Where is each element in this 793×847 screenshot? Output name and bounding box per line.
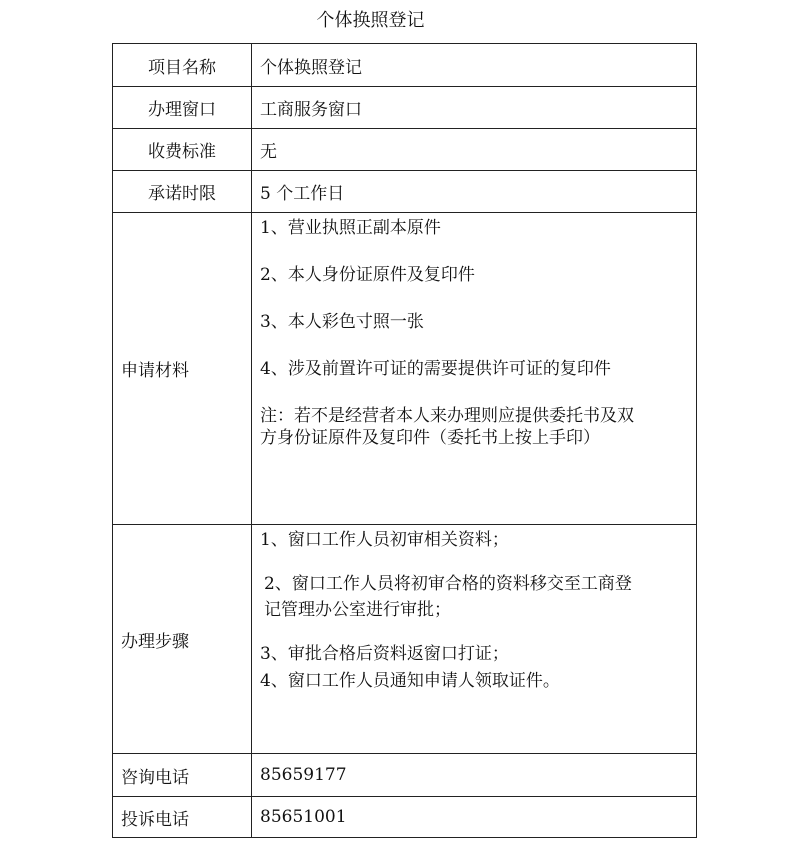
materials-note — [260, 405, 696, 449]
list-item: 2、窗口工作人员将初审合格的资料移交至工商登 — [264, 574, 632, 594]
table-row — [113, 87, 697, 129]
complaint-label: 投诉电话 — [113, 797, 252, 838]
materials-cell — [252, 213, 697, 525]
table-row — [113, 754, 697, 797]
table-row — [113, 44, 697, 87]
table-row — [113, 797, 697, 838]
note-line: 方身份证原件及复印件（委托书上按上手印） — [260, 428, 600, 448]
table-row — [113, 129, 697, 171]
time-limit-value: 5 个工作日 — [252, 171, 697, 213]
window-label: 办理窗口 — [113, 87, 252, 129]
table-row — [113, 213, 697, 525]
note-line: 注：若不是经营者本人来办理则应提供委托书及双 — [260, 406, 634, 426]
list-item: 3、审批合格后资料返窗口打证； — [260, 644, 509, 664]
steps-label: 办理步骤 — [113, 525, 252, 754]
consult-value: 85659177 — [252, 754, 697, 797]
list-item: 3、本人彩色寸照一张 — [260, 312, 424, 332]
list-item: 记管理办公室进行审批； — [264, 600, 451, 620]
fee-label: 收费标准 — [113, 129, 252, 171]
list-item: 1、营业执照正副本原件 — [260, 218, 441, 238]
list-item: 2、本人身份证原件及复印件 — [260, 265, 475, 285]
item-name-label: 项目名称 — [113, 44, 252, 87]
list-item: 4、窗口工作人员通知申请人领取证件。 — [260, 671, 560, 691]
steps-cell — [252, 525, 697, 754]
window-value: 工商服务窗口 — [252, 87, 697, 129]
step-2 — [260, 573, 696, 621]
list-item: 1、窗口工作人员初审相关资料； — [260, 530, 509, 550]
item-name-value: 个体换照登记 — [252, 44, 697, 87]
table-row — [113, 525, 697, 754]
table-row — [113, 171, 697, 213]
list-item: 4、涉及前置许可证的需要提供许可证的复印件 — [260, 359, 611, 379]
service-info-table — [112, 43, 697, 838]
time-limit-label: 承诺时限 — [113, 171, 252, 213]
fee-value: 无 — [252, 129, 697, 171]
complaint-value: 85651001 — [252, 797, 697, 838]
materials-label: 申请材料 — [113, 213, 252, 525]
consult-label: 咨询电话 — [113, 754, 252, 797]
page-title: 个体换照登记 — [316, 10, 425, 31]
